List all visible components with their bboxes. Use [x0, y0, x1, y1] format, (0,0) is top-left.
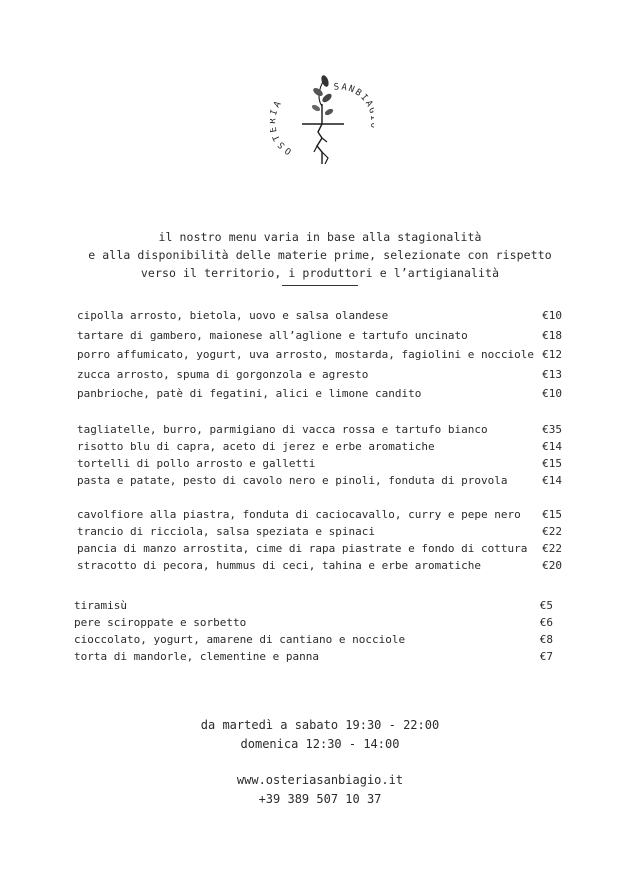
svg-text:OSTERIA — [270, 98, 294, 156]
dish-price: €8 — [539, 633, 553, 646]
dish-name: pancia di manzo arrostita, cime di rapa piastrate e fondo di cottura — [77, 542, 528, 555]
contact-info — [0, 771, 640, 809]
menu-item — [74, 597, 553, 614]
dish-name: tortelli di pollo arrosto e galletti — [77, 457, 316, 470]
dish-name: pasta e patate, pesto di cavolo nero e pinoli, fonduta di provola — [77, 474, 508, 487]
dish-name: cipolla arrosto, bietola, uovo e salsa olandese — [77, 309, 389, 322]
intro-line: verso il territorio, i produttori e l’artigianalità — [140, 266, 500, 280]
dish-price: €18 — [542, 328, 562, 342]
dish-name: risotto blu di capra, aceto di jerez e erbe aromatiche — [77, 440, 435, 453]
divider — [282, 285, 358, 286]
hours-line: domenica 12:30 - 14:00 — [240, 737, 400, 751]
menu-item — [77, 384, 562, 404]
website-link[interactable]: www.osteriasanbiagio.it — [236, 773, 404, 787]
tree-cross-icon — [270, 68, 374, 178]
menu-section-dolci — [74, 597, 553, 665]
menu-item — [77, 365, 562, 385]
dish-price: €6 — [539, 616, 553, 629]
dish-price: €15 — [542, 508, 562, 521]
dish-name: torta di mandorle, clementine e panna — [74, 650, 320, 663]
menu-section-antipasti — [77, 306, 562, 404]
phone-number[interactable]: +39 389 507 10 37 — [258, 792, 382, 806]
dish-name: panbrioche, patè di fegatini, alici e limone candito — [77, 387, 422, 400]
menu-item — [74, 614, 553, 631]
menu-item — [77, 472, 562, 489]
menu-item — [77, 455, 562, 472]
dish-name: porro affumicato, yogurt, uva arrosto, mostarda, fagiolini e nocciole — [77, 348, 534, 361]
dish-price: €15 — [542, 457, 562, 470]
intro-line: il nostro menu varia in base alla stagionalità — [158, 230, 482, 244]
menu-item — [74, 648, 553, 665]
menu-item — [77, 438, 562, 455]
dish-price: €10 — [542, 309, 562, 322]
menu-section-primi — [77, 421, 562, 489]
dish-price: €13 — [542, 367, 562, 381]
menu-item — [77, 557, 562, 574]
dish-price: €10 — [542, 387, 562, 400]
menu-section-secondi — [77, 506, 562, 574]
svg-text:SANBIAGIO — [333, 82, 374, 130]
menu-item — [77, 523, 562, 540]
menu-item — [77, 421, 562, 438]
osteria-logo — [270, 68, 374, 178]
dish-name: tagliatelle, burro, parmigiano di vacca rossa e tartufo bianco — [77, 423, 488, 436]
menu-item — [77, 540, 562, 557]
dish-price: €20 — [542, 559, 562, 572]
hours-line: da martedì a sabato 19:30 - 22:00 — [200, 718, 440, 732]
dish-name: cioccolato, yogurt, amarene di cantiano e nocciole — [74, 633, 406, 646]
dish-price: €35 — [542, 423, 562, 436]
dish-name: trancio di ricciola, salsa speziata e spinaci — [77, 525, 376, 538]
menu-item — [74, 631, 553, 648]
dish-price: €5 — [539, 599, 553, 612]
dish-name: pere sciroppate e sorbetto — [74, 616, 247, 629]
menu-item — [77, 306, 562, 326]
menu-item — [77, 326, 562, 346]
opening-hours — [0, 716, 640, 754]
logo-text-osteria: OST IA — [270, 97, 294, 156]
dish-price: €14 — [542, 474, 562, 487]
dish-name: stracotto di pecora, hummus di ceci, tahina e erbe aromatiche — [77, 559, 481, 572]
dish-price: €22 — [542, 542, 562, 555]
menu-item — [77, 506, 562, 523]
intro-line: e alla disponibilità delle materie prime, selezionate con rispetto — [88, 248, 552, 262]
dish-price: €14 — [542, 440, 562, 453]
dish-price: €7 — [539, 650, 553, 663]
menu-item — [77, 345, 562, 365]
dish-name: tartare di gambero, maionese all’aglione e tartufo uncinato — [77, 328, 468, 342]
menu-intro — [0, 228, 640, 286]
dish-price: €12 — [542, 348, 562, 361]
dish-name: cavolfiore alla piastra, fonduta di caciocavallo, curry e pepe nero — [77, 508, 521, 521]
dish-price: €22 — [542, 525, 562, 538]
logo-text-sanbiagio: SANBIA — [333, 82, 374, 111]
dish-name: zucca arrosto, spuma di gorgonzola e agresto — [77, 367, 369, 381]
dish-name: tiramisù — [74, 599, 127, 612]
